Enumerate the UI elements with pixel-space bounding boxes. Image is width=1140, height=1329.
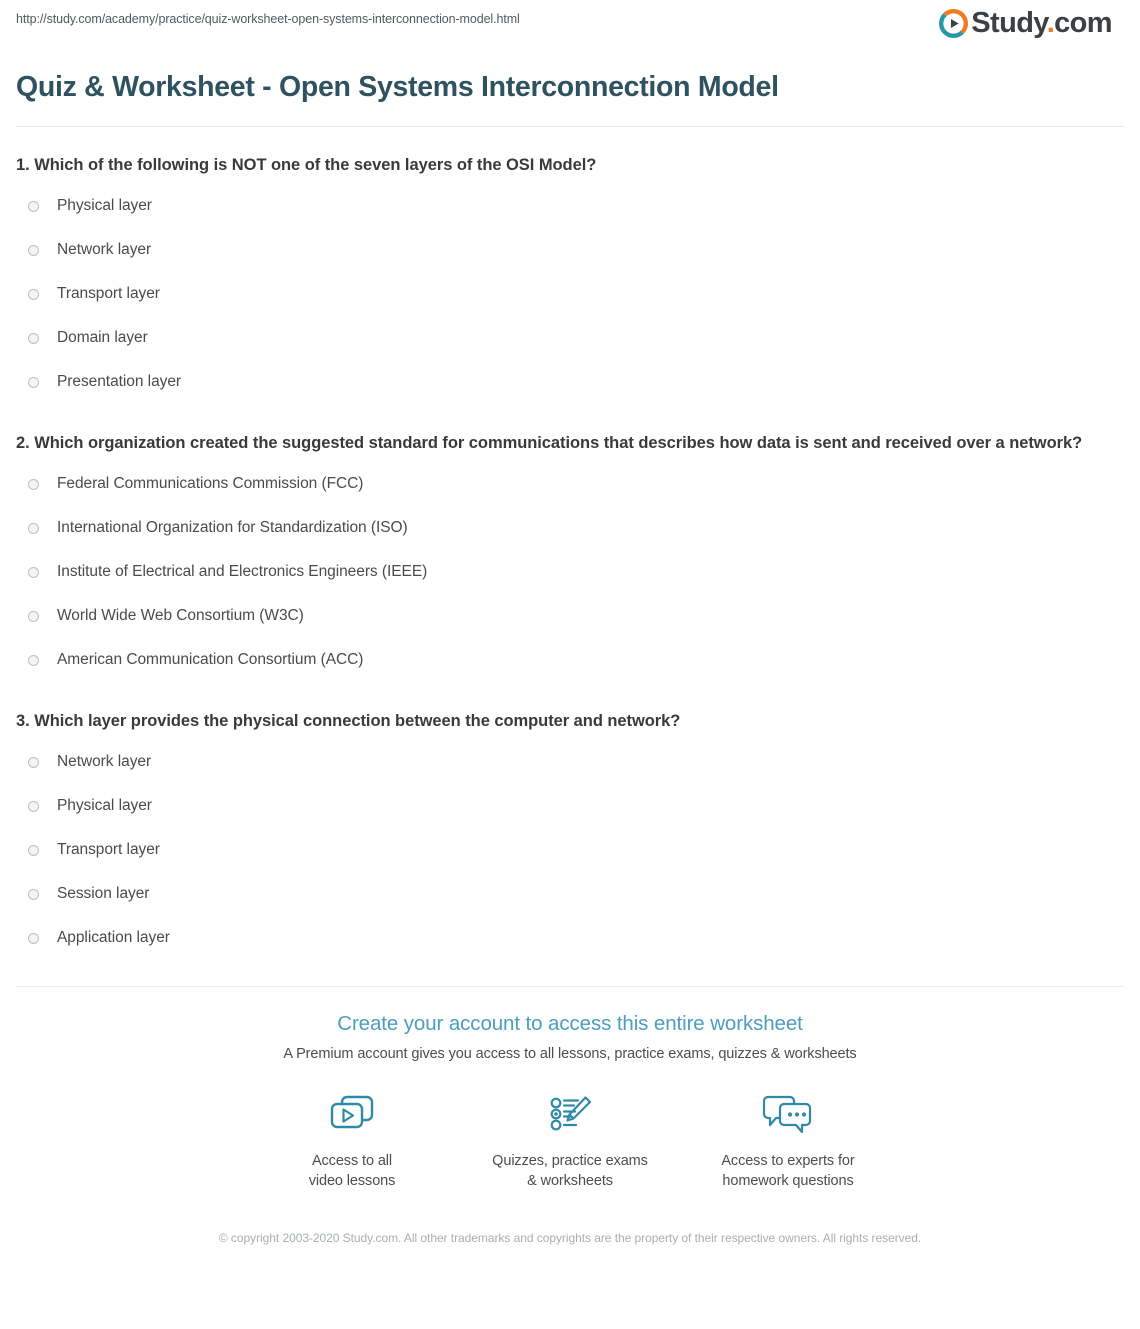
feature-label-line1: Access to all <box>311 1153 393 1169</box>
logo-text-tld: com <box>1054 7 1112 39</box>
logo-wordmark <box>971 9 1112 38</box>
question-block <box>16 431 1124 682</box>
feature-label-line2: homework questions <box>722 1173 854 1189</box>
answer-option[interactable] <box>16 550 1124 594</box>
answer-option[interactable] <box>16 872 1124 916</box>
study-com-logo[interactable] <box>939 9 1112 38</box>
page-header <box>16 0 1124 44</box>
answer-option[interactable] <box>16 784 1124 828</box>
question-text: 2. Which organization created the suggested standard for communications that describes how data is sent and received over a network? <box>16 434 1083 452</box>
answer-option-label: Transport layer <box>57 841 160 858</box>
answer-option-label: Network layer <box>57 753 152 770</box>
answer-options <box>16 740 1124 960</box>
answer-option-label: Transport layer <box>57 285 160 302</box>
question-block <box>16 153 1124 404</box>
answer-option-label: Session layer <box>57 885 150 902</box>
answer-option-label: International Organization for Standardization (ISO) <box>57 519 408 536</box>
feature-label <box>243 1151 461 1191</box>
answer-option[interactable] <box>16 638 1124 682</box>
answer-option-label: Application layer <box>57 929 170 946</box>
answer-option[interactable] <box>16 462 1124 506</box>
answer-option-label: Physical layer <box>57 197 152 214</box>
answer-option[interactable] <box>16 916 1124 960</box>
radio-button-icon[interactable] <box>28 479 39 490</box>
quiz-questions <box>16 127 1124 960</box>
answer-option[interactable] <box>16 316 1124 360</box>
feature-item <box>461 1086 679 1191</box>
create-account-cta <box>16 987 1124 1248</box>
question-block <box>16 709 1124 960</box>
answer-option-label: Physical layer <box>57 797 152 814</box>
cta-heading[interactable]: Create your account to access this entire worksheet <box>337 1012 803 1035</box>
answer-option-label: Federal Communications Commission (FCC) <box>57 475 364 492</box>
feature-label <box>461 1151 679 1191</box>
answer-option-label: American Communication Consortium (ACC) <box>57 651 364 668</box>
quiz-checklist-pencil-icon <box>461 1086 679 1142</box>
cta-feature-list <box>16 1086 1124 1191</box>
answer-options <box>16 184 1124 404</box>
feature-label-line1: Access to experts for <box>721 1153 855 1169</box>
radio-button-icon[interactable] <box>28 567 39 578</box>
answer-option[interactable] <box>16 228 1124 272</box>
feature-label-line2: video lessons <box>308 1173 396 1189</box>
radio-button-icon[interactable] <box>28 611 39 622</box>
feature-label-line1: Quizzes, practice exams <box>492 1153 648 1169</box>
feature-item <box>243 1086 461 1191</box>
answer-option-label: Presentation layer <box>57 373 182 390</box>
page-title: Quiz & Worksheet - Open Systems Interconnection Model <box>16 71 779 103</box>
radio-button-icon[interactable] <box>28 377 39 388</box>
answer-option-label: World Wide Web Consortium (W3C) <box>57 607 304 624</box>
answer-option[interactable] <box>16 828 1124 872</box>
page-url: http://study.com/academy/practice/quiz-worksheet-open-systems-interconnection-model.html <box>16 12 520 26</box>
answer-option[interactable] <box>16 184 1124 228</box>
question-text: 3. Which layer provides the physical connection between the computer and network? <box>16 712 681 730</box>
radio-button-icon[interactable] <box>28 655 39 666</box>
answer-option[interactable] <box>16 740 1124 784</box>
video-lessons-icon <box>243 1086 461 1142</box>
radio-button-icon[interactable] <box>28 201 39 212</box>
copyright-notice: © copyright 2003-2020 Study.com. All other trademarks and copyrights are the property of their respective owners. All rights reserved. <box>218 1231 922 1245</box>
radio-button-icon[interactable] <box>28 845 39 856</box>
answer-option-label: Institute of Electrical and Electronics Engineers (IEEE) <box>57 563 428 580</box>
answer-options <box>16 462 1124 682</box>
radio-button-icon[interactable] <box>28 933 39 944</box>
question-text: 1. Which of the following is NOT one of the seven layers of the OSI Model? <box>16 156 597 174</box>
radio-button-icon[interactable] <box>28 889 39 900</box>
feature-label-line2: & worksheets <box>527 1173 613 1189</box>
answer-option-label: Network layer <box>57 241 152 258</box>
feature-item <box>679 1086 897 1191</box>
answer-option[interactable] <box>16 594 1124 638</box>
radio-button-icon[interactable] <box>28 801 39 812</box>
answer-option[interactable] <box>16 272 1124 316</box>
radio-button-icon[interactable] <box>28 245 39 256</box>
play-circle-icon <box>939 9 968 38</box>
logo-text-dot: . <box>1046 7 1055 39</box>
feature-label <box>679 1151 897 1191</box>
answer-option[interactable] <box>16 360 1124 404</box>
radio-button-icon[interactable] <box>28 757 39 768</box>
answer-option[interactable] <box>16 506 1124 550</box>
cta-subheading: A Premium account gives you access to all lessons, practice exams, quizzes & worksheets <box>283 1046 857 1062</box>
radio-button-icon[interactable] <box>28 289 39 300</box>
answer-option-label: Domain layer <box>57 329 148 346</box>
logo-text-main: Study <box>971 7 1047 39</box>
radio-button-icon[interactable] <box>28 333 39 344</box>
radio-button-icon[interactable] <box>28 523 39 534</box>
chat-bubbles-icon <box>679 1086 897 1142</box>
